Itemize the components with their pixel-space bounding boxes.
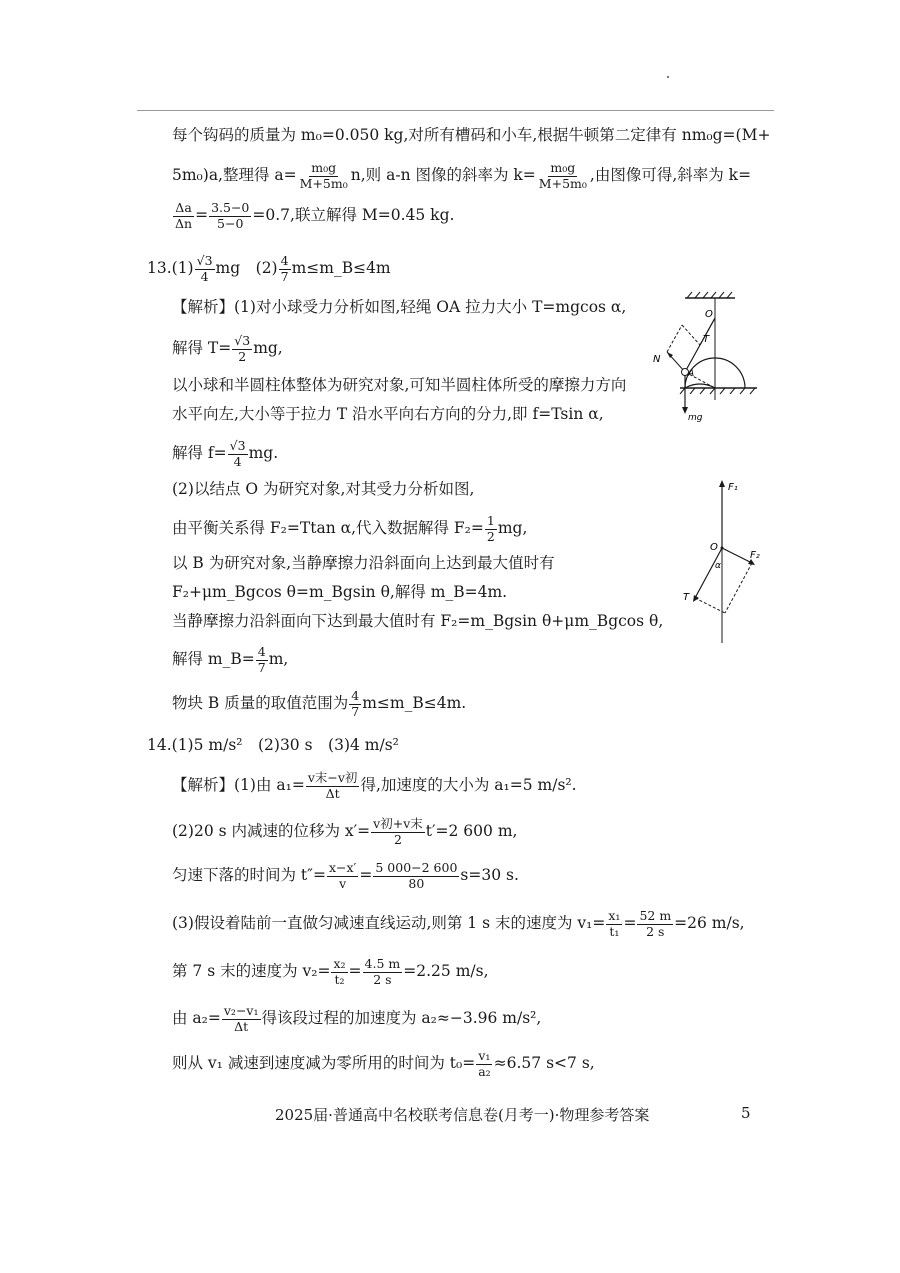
text: =0.7,联立解得 M=0.45 kg. [252, 206, 455, 224]
numerator: v初+v末 [373, 816, 423, 831]
q13-line-9 [172, 585, 507, 601]
text: 解得 m_B= [172, 650, 255, 668]
numerator: 1 [486, 513, 495, 528]
text: 得,加速度的大小为 a₁=5 m/s². [360, 776, 577, 794]
figure-node-forces [680, 478, 775, 648]
fraction [363, 958, 403, 986]
q14-line-2 [172, 818, 517, 846]
text: t′=2 600 m, [425, 822, 518, 840]
denominator: t₂ [334, 971, 345, 987]
text: 得该段过程的加速度为 a₂≈−3.96 m/s², [261, 1009, 542, 1027]
text: 【解析】(1)由 a₁= [172, 776, 305, 794]
text: 5m₀)a,整理得 a= [172, 166, 297, 184]
t-vector [695, 548, 722, 598]
text: =2.25 m/s, [403, 962, 489, 980]
fraction [256, 646, 268, 674]
q13-line-3 [172, 378, 626, 394]
fraction [349, 690, 361, 718]
q12-line-3 [172, 202, 454, 230]
fraction [331, 958, 347, 986]
text: 匀速下落的时间为 t″= [172, 866, 326, 884]
text: s=30 s. [460, 866, 519, 884]
numerator: √3 [196, 253, 213, 268]
denominator: 7 [280, 268, 289, 284]
q13-line-4 [172, 407, 604, 423]
numerator: m₀g [311, 160, 337, 175]
parallelogram-dashed-2 [682, 325, 700, 345]
denominator: Δt [234, 1018, 249, 1034]
label-o: O [705, 309, 713, 320]
fraction [606, 910, 622, 938]
text: 水平向左,大小等于拉力 T 沿水平向右方向的分力,即 f=Tsin α, [172, 405, 604, 423]
text: m, [268, 650, 289, 668]
numerator: 4 [351, 688, 360, 703]
ground-hatch [680, 388, 755, 394]
text: 由平衡关系得 F₂=Ttan α,代入数据解得 F₂= [172, 519, 484, 537]
numerator: √3 [229, 438, 246, 453]
text: =26 m/s, [674, 914, 745, 932]
label-alpha: α [715, 561, 721, 571]
label-t: T [703, 334, 710, 345]
q13-line-7 [172, 515, 527, 543]
header-rule [137, 110, 774, 111]
text: 解得 f= [172, 444, 227, 462]
fraction [222, 1005, 261, 1033]
text: m≤m_B≤4m [291, 259, 391, 277]
f1-arrowhead [719, 480, 725, 487]
page-footer: 2025届·普通高中名校联考信息卷(月考一)·物理参考答案 [275, 1106, 650, 1124]
label-f1: F₁ [728, 482, 738, 493]
fraction [327, 862, 358, 890]
node-o [721, 547, 724, 550]
fraction [195, 255, 215, 283]
page-number: 5 [741, 1104, 751, 1122]
figure-ball-on-cylinder [645, 290, 765, 425]
fraction [373, 862, 459, 890]
fraction [298, 162, 350, 190]
denominator: 2 s [373, 971, 392, 987]
q13-answer-line [147, 255, 391, 283]
text: = [359, 866, 373, 884]
text: 【解析】(1)对小球受力分析如图,轻绳 OA 拉力大小 T=mgcos α, [172, 298, 627, 316]
fraction [209, 202, 251, 230]
parallelogram-dashed-2 [695, 598, 725, 613]
denominator: 2 [238, 348, 247, 364]
denominator: 4 [233, 453, 242, 469]
text: 则从 v₁ 减速到速度减为零所用的时间为 t₀= [172, 1054, 476, 1072]
text: n,则 a-n 图像的斜率为 k= [350, 166, 536, 184]
text: ,由图像可得,斜率为 k= [589, 166, 752, 184]
text: (2)20 s 内减速的位移为 x′= [172, 822, 371, 840]
numerator: 3.5−0 [211, 200, 250, 215]
fraction [228, 440, 248, 468]
text: 由 a₂= [172, 1009, 221, 1027]
q13-line-6 [172, 482, 474, 498]
denominator: 2 s [646, 923, 665, 939]
text: (2)以结点 O 为研究对象,对其受力分析如图, [172, 480, 475, 498]
text: mg, [253, 339, 283, 357]
q13-line-11 [172, 646, 288, 674]
denominator: Δt [325, 785, 340, 801]
denominator: 2 [394, 831, 402, 847]
q14-line-7 [172, 1050, 595, 1078]
numerator: 4 [257, 644, 266, 659]
q13-line-10 [172, 614, 663, 630]
numerator: v₁ [478, 1048, 491, 1063]
stray-dot [667, 76, 669, 78]
numerator: 4 [280, 253, 289, 268]
text: 第 7 s 末的速度为 v₂= [172, 962, 331, 980]
text: 14.(1)5 m/s² (2)30 s (3)4 m/s² [147, 736, 399, 754]
numerator: x₂ [333, 956, 346, 971]
numerator: v末−v初 [307, 770, 358, 785]
text: = [195, 206, 209, 224]
ceiling-hatch [687, 292, 732, 298]
denominator: Δn [175, 215, 193, 231]
text: 物块 B 质量的取值范围为 [172, 694, 349, 712]
text: 每个钩码的质量为 m₀=0.050 kg,对所有槽码和小车,根据牛顿第二定律有 nm₀g=(M+ [172, 126, 771, 144]
label-f2: F₂ [750, 550, 760, 561]
label-a: A [688, 369, 695, 379]
numerator: 5 000−2 600 [375, 860, 458, 875]
q14-line-5 [172, 958, 489, 986]
text: = [348, 962, 362, 980]
denominator: a₂ [478, 1063, 491, 1079]
text: mg (2) [215, 259, 278, 277]
f2-vector [722, 548, 752, 563]
text: ≈6.57 s<7 s, [493, 1054, 595, 1072]
q14-line-1 [172, 772, 577, 800]
q13-line-5 [172, 440, 278, 468]
fraction [306, 772, 360, 800]
numerator: √3 [234, 333, 251, 348]
q12-line-2 [172, 162, 751, 190]
denominator: t₁ [609, 923, 620, 939]
numerator: m₀g [550, 160, 576, 175]
parallelogram-dashed [667, 325, 682, 352]
q14-line-6 [172, 1005, 541, 1033]
text: mg, [497, 519, 528, 537]
text: 当静摩擦力沿斜面向下达到最大值时有 F₂=m_Bgsin θ+μm_Bgcos θ, [172, 612, 664, 630]
label-o: O [710, 542, 718, 553]
numerator: 4.5 m [364, 956, 401, 971]
numerator: x₁ [608, 908, 621, 923]
text: 解得 T= [172, 339, 232, 357]
fraction [232, 335, 252, 363]
q13-line-12 [172, 690, 466, 718]
denominator: 5−0 [217, 215, 244, 231]
q14-line-3 [172, 862, 519, 890]
numerator: x−x′ [328, 860, 357, 875]
denominator: v [339, 875, 347, 891]
fraction [173, 202, 194, 230]
denominator: 4 [200, 268, 209, 284]
q13-line-8 [172, 556, 555, 572]
text: 以小球和半圆柱体整体为研究对象,可知半圆柱体所受的摩擦力方向 [172, 376, 627, 394]
q14-line-4 [172, 910, 745, 938]
q13-line-1 [172, 300, 626, 316]
denominator: 7 [351, 703, 360, 719]
q12-line-1 [172, 128, 770, 144]
denominator: M+5m₀ [538, 175, 587, 191]
denominator: 7 [257, 659, 266, 675]
q13-line-2 [172, 335, 283, 363]
label-mg: mg [688, 413, 703, 423]
label-t: T [683, 592, 690, 603]
fraction [476, 1050, 492, 1078]
q14-answer-line [147, 738, 399, 754]
denominator: 80 [408, 875, 425, 891]
numerator: v₂−v₁ [223, 1003, 259, 1018]
fraction [537, 162, 589, 190]
text: F₂+μm_Bgcos θ=m_Bgsin θ,解得 m_B=4m. [172, 583, 508, 601]
parallelogram-dashed [725, 563, 752, 613]
numerator: Δa [175, 200, 192, 215]
fraction [279, 255, 291, 283]
label-n: N [653, 354, 661, 365]
denominator: 2 [486, 528, 495, 544]
fraction [371, 818, 425, 846]
text: 13.(1) [147, 259, 194, 277]
numerator: 52 m [639, 908, 672, 923]
text: 以 B 为研究对象,当静摩擦力沿斜面向上达到最大值时有 [172, 554, 555, 572]
text: = [623, 914, 637, 932]
fraction [485, 515, 497, 543]
denominator: M+5m₀ [299, 175, 348, 191]
text: (3)假设着陆前一直做匀减速直线运动,则第 1 s 末的速度为 v₁= [172, 914, 606, 932]
fraction [637, 910, 673, 938]
text: mg. [248, 444, 279, 462]
text: m≤m_B≤4m. [362, 694, 467, 712]
